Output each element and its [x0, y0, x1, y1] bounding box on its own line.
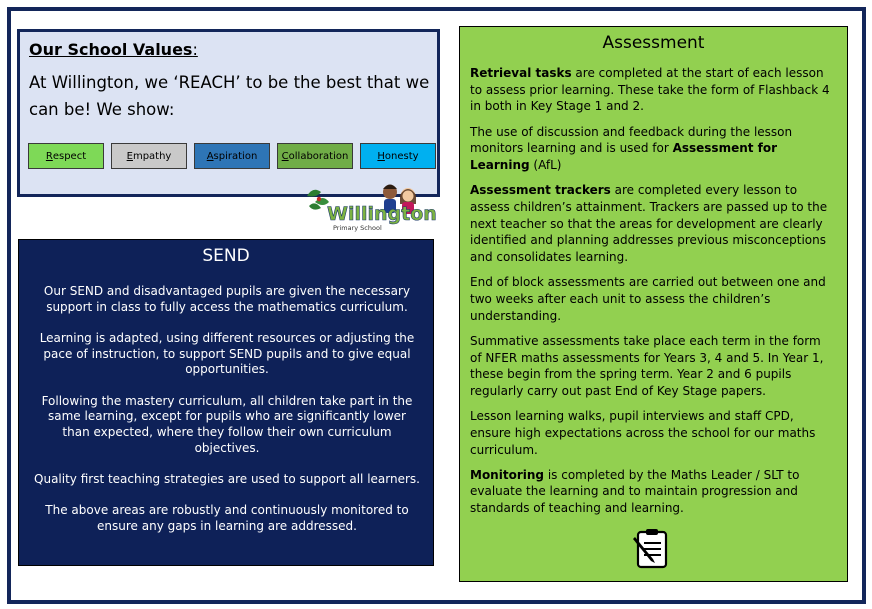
assessment-paragraph: End of block assessments are carried out between one and two weeks after each unit to assess the children’s understanding. [470, 275, 826, 323]
school-values-text: At Willington, we ‘REACH’ to be the best that we can be! We show: [29, 73, 430, 119]
school-values-title: Our School Values: [29, 40, 198, 59]
send-paragraph: Quality first teaching strategies are used to support all learners. [34, 471, 420, 486]
send-paragraph: The above areas are robustly and continuously monitored to ensure any gaps in learning are addressed. [45, 503, 409, 533]
logo-name: Willington [327, 203, 437, 225]
send-paragraph: Our SEND and disadvantaged pupils are given the necessary support in class to fully access the mathematics curriculum. [43, 284, 411, 314]
clipboard-icon [631, 527, 671, 569]
assessment-paragraph: Summative assessments take place each term in the form of NFER maths assessments for Years 3, 4 and 5. In Year 1, these begin from the spring term. Year 2 and 6 pupils regularly carry out past End of Key Stage papers. [470, 333, 824, 398]
assessment-paragraph: The use of discussion and feedback during the lesson monitors learning and is used for Assessment for Learning (AfL) [470, 124, 793, 173]
assessment-paragraph: Retrieval tasks are completed at the start of each lesson to assess prior learning. These take the form of Flashback 4 in both in Key Stage 1 and 2. [470, 66, 830, 114]
value-honesty: H onesty [360, 143, 436, 169]
send-paragraph: Following the mastery curriculum, all children take part in the same learning, except for pupils who are significantly lower than expected, where they follow their own curriculum objectives. [41, 393, 413, 455]
assessment-body [470, 65, 836, 525]
send-body [33, 284, 421, 550]
assessment-paragraph: Assessment trackers are completed every lesson to assess children’s attainment. Trackers are passed up to the next teacher so that the areas for development are clearly identified and planning addresses previous misconceptions and consolidates learning. [470, 183, 828, 265]
school-logo [303, 180, 439, 232]
send-panel [18, 239, 434, 566]
send-title: SEND [202, 246, 250, 266]
assessment-title: Assessment [602, 33, 705, 53]
assessment-paragraph: Lesson learning walks, pupil interviews and staff CPD, ensure high expectations across the school for our maths curriculum. [470, 409, 816, 457]
holly-icon [307, 190, 329, 210]
send-paragraph: Learning is adapted, using different resources or adjusting the pace of instruction, to support SEND pupils and to give equal opportunities. [39, 330, 415, 377]
logo-subtitle: Primary School [333, 224, 382, 232]
value-empathy: E mpathy [111, 143, 187, 169]
assessment-panel [459, 26, 848, 582]
value-respect: R espect [28, 143, 104, 169]
value-aspiration: A spiration [194, 143, 270, 169]
assessment-paragraph: Monitoring is completed by the Maths Leader / SLT to evaluate the learning and to maintain progression and standards of teaching and learning. [470, 467, 800, 516]
school-values-panel [17, 29, 440, 197]
value-collaboration: C ollaboration [277, 143, 353, 169]
